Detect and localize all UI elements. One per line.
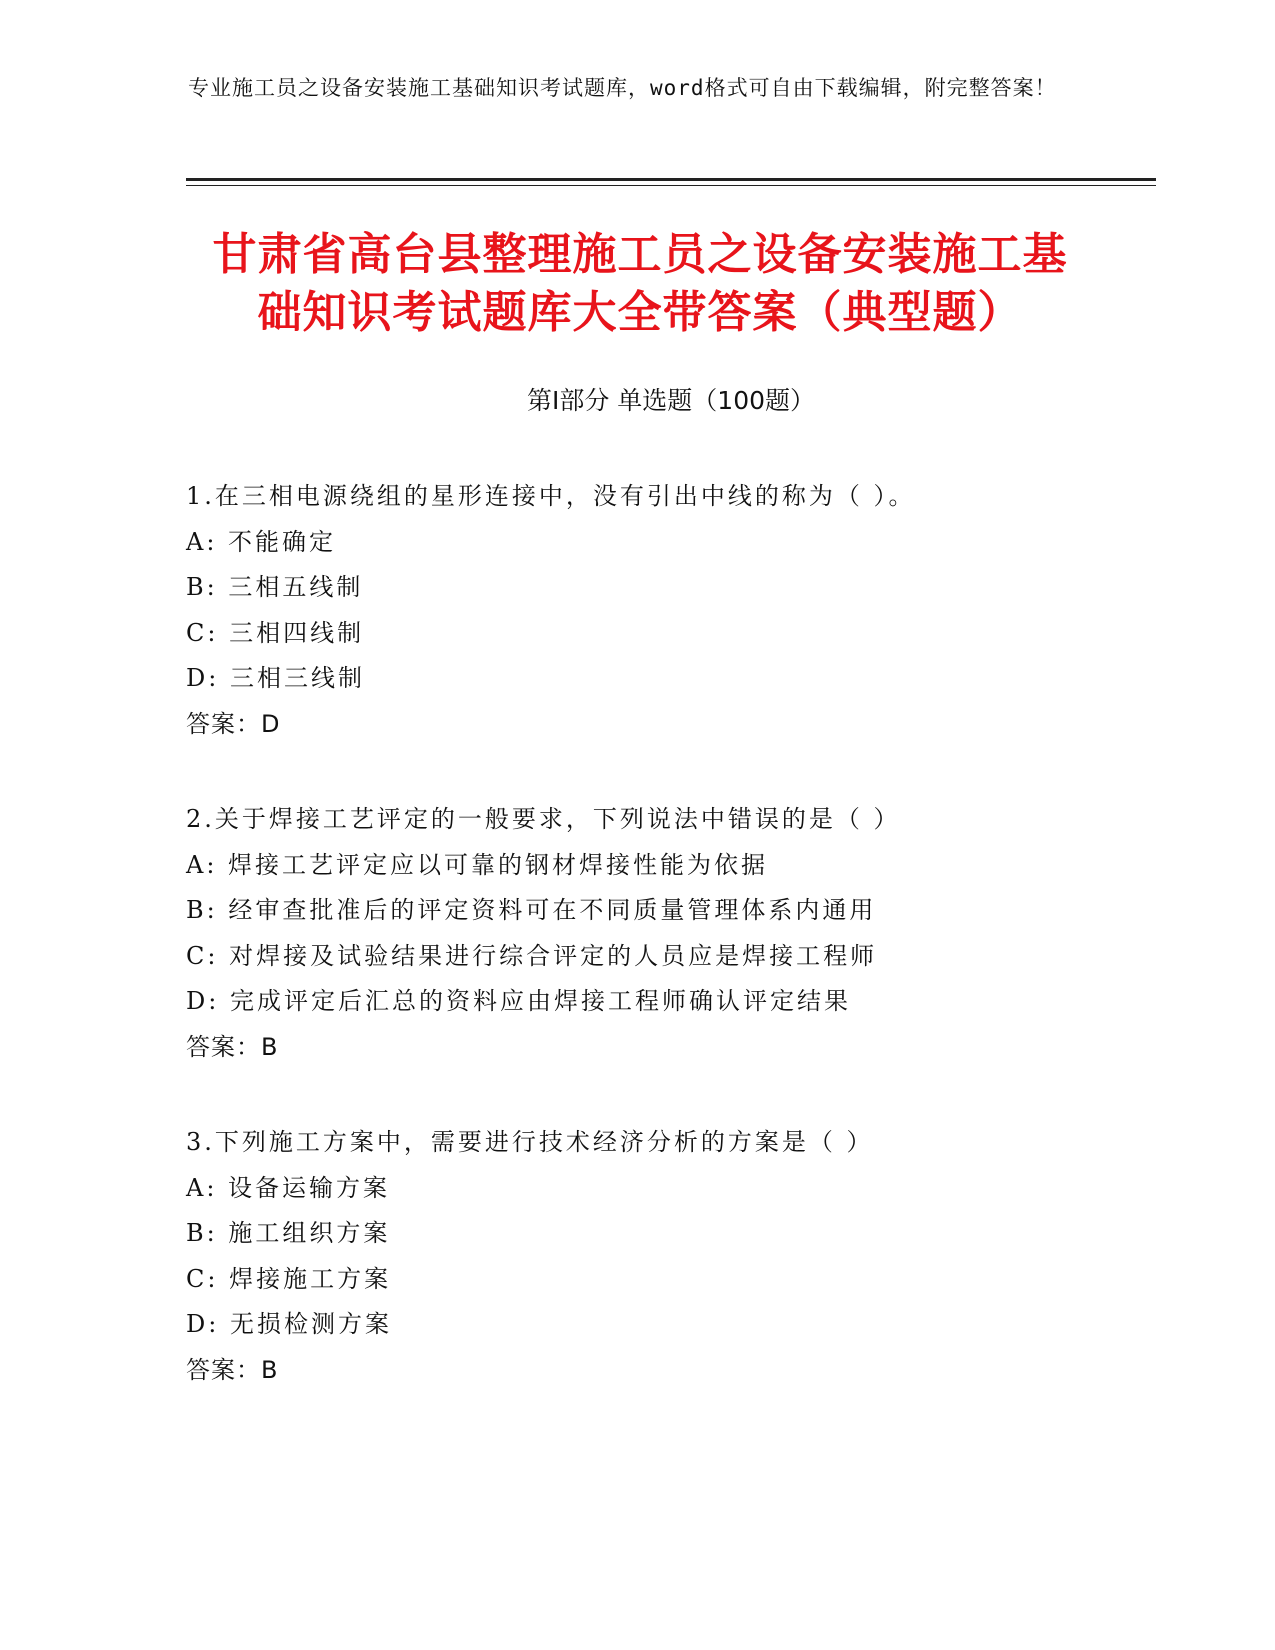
option-b: B: 施工组织方案 <box>186 1219 391 1247</box>
document-title-line-1: 甘肃省高台县整理施工员之设备安装施工基 <box>212 229 1068 280</box>
header-divider-thick <box>186 178 1156 181</box>
document-title-line-2: 础知识考试题库大全带答案（典型题） <box>257 287 1023 338</box>
question-stem: 1.在三相电源绕组的星形连接中，没有引出中线的称为（ ）。 <box>186 482 916 510</box>
document-title <box>180 226 1100 342</box>
option-d: D: 三相三线制 <box>186 664 365 692</box>
option-d: D: 完成评定后汇总的资料应由焊接工程师确认评定结果 <box>186 987 851 1015</box>
option-c: C: 三相四线制 <box>186 618 365 647</box>
option-c: C: 对焊接及试验结果进行综合评定的人员应是焊接工程师 <box>186 941 878 970</box>
option-a: A: 设备运输方案 <box>186 1173 391 1202</box>
option-b: B: 三相五线制 <box>186 573 364 601</box>
option-d: D: 无损检测方案 <box>186 1310 392 1338</box>
question-stem: 2.关于焊接工艺评定的一般要求，下列说法中错误的是（ ） <box>186 805 901 833</box>
option-c: C: 焊接施工方案 <box>186 1264 392 1293</box>
option-a: A: 焊接工艺评定应以可靠的钢材焊接性能为依据 <box>186 850 769 879</box>
question-3 <box>186 1120 1156 1393</box>
answer-label: 答案：B <box>186 1355 279 1384</box>
answer-label: 答案：D <box>186 709 281 738</box>
section-heading: 第Ⅰ部分 单选题（100题） <box>526 386 816 415</box>
question-list <box>186 474 1156 1443</box>
answer-label: 答案：B <box>186 1032 279 1061</box>
option-b: B: 经审查批准后的评定资料可在不同质量管理体系内通用 <box>186 896 877 924</box>
header-note: 专业施工员之设备安装施工基础知识考试题库，word格式可自由下载编辑，附完整答案！ <box>188 76 1057 100</box>
question-1 <box>186 474 1156 747</box>
question-2 <box>186 797 1156 1070</box>
header-divider-thin <box>186 185 1156 186</box>
option-a: A: 不能确定 <box>186 527 337 556</box>
question-stem: 3.下列施工方案中，需要进行技术经济分析的方案是（ ） <box>186 1128 874 1156</box>
